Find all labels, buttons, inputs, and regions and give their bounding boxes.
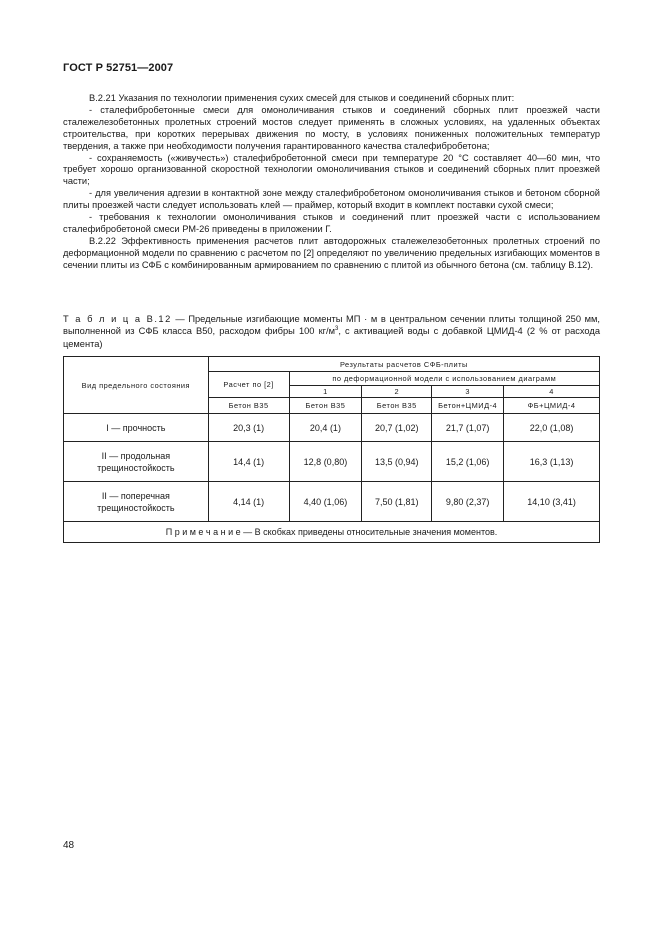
list-item-workability: - сохраняемость («живучесть») сталефибробетонной смеси при температуре 20 °С составляет 40—60 мин, что требует хорошо организованной скоростной технологии омоноличивания стыков и соединений сборных плит проезжей части; (63, 152, 600, 187)
page-number: 48 (63, 840, 75, 851)
table-cell: 21,7 (1,07) (432, 414, 504, 442)
concrete-type: Бетон В35 (208, 398, 289, 414)
row-state: II — поперечная трещиностойкость (64, 482, 209, 522)
paragraph-b2-21: В.2.21 Указания по технологии применения сухих смесей для стыков и соединений сборных плит: (89, 93, 515, 103)
table-cell: 13,5 (0,94) (362, 442, 432, 482)
table-caption-sup: 3 (335, 326, 339, 333)
paragraph-b2-22: В.2.22 Эффективность применения расчетов плит автодорожных сталежелезобетонных пролетных строений по деформационной модели по сравнению с расчетом по [2] определяют по увеличению предельных изгибающих моментов в сечении плиты из СФБ с комбинированным армированием по сравнению с плитой из обычного бетона (см. таблицу В.12). (63, 235, 600, 270)
table-caption-text-end: , с активацией воды с добавкой ЦМИД-4 (2 % от расхода цемента) (63, 326, 600, 349)
diagram-num: 3 (432, 386, 504, 398)
row-state: I — прочность (64, 414, 209, 442)
concrete-type: Бетон В35 (289, 398, 362, 414)
table-cell: 14,10 (3,41) (504, 482, 600, 522)
table-cell: 20,4 (1) (289, 414, 362, 442)
table-row (64, 442, 600, 482)
diagram-num: 2 (362, 386, 432, 398)
table-caption (63, 313, 600, 350)
table-cell: 22,0 (1,08) (504, 414, 600, 442)
results-table (63, 356, 600, 543)
table-header-row (64, 357, 600, 372)
table-cell: 4,40 (1,06) (289, 482, 362, 522)
table-cell: 20,3 (1) (208, 414, 289, 442)
table-row (64, 482, 600, 522)
diagram-num: 1 (289, 386, 362, 398)
results-header: Результаты расчетов СФБ-плиты (208, 357, 599, 372)
document-code: ГОСТ Р 52751—2007 (63, 62, 174, 74)
concrete-type: ФБ+ЦМИД-4 (504, 398, 600, 414)
col-header-state: Вид предельного состояния (64, 357, 209, 414)
table-cell: 4,14 (1) (208, 482, 289, 522)
list-item-sfb-mixes: - сталефибробетонные смеси для омоноличивания стыков и соединений сборных плит проезжей части сталежелезобетонных пролетных строений мостов следует применять в сложных условиях, на удаленных объектах строительства, при коротких перерывах движения по мосту, в условиях пониженных положительных температур твердения, а также при необходимости получения гарантированного качества сталефибробетона; (63, 104, 600, 151)
concrete-type: Бетон В35 (362, 398, 432, 414)
note-label: П р и м е ч а н и е (165, 527, 241, 537)
diagram-num: 4 (504, 386, 600, 398)
note-text: — В скобках приведены относительные значения моментов. (240, 527, 498, 537)
table-cell: 16,3 (1,13) (504, 442, 600, 482)
table-note-row (64, 522, 600, 543)
table-caption-text: — Предельные изгибающие моменты МП · м в центральном сечении плиты толщиной 250 мм, выполненной из СФБ класса В50, расходом фибры 100 кг/м (63, 314, 600, 337)
body-text (63, 93, 600, 272)
table-cell: 15,2 (1,06) (432, 442, 504, 482)
calc-header: Расчет по [2] (208, 372, 289, 398)
list-item-requirements: - требования к технологии омоноличивания стыков и соединений плит проезжей части с использованием сталефибробетоной смеси РМ-26 приведены в приложении Г. (63, 212, 600, 234)
table-caption-label: Т а б л и ц а В.12 (63, 314, 172, 324)
concrete-type: Бетон+ЦМИД-4 (432, 398, 504, 414)
table-cell: 9,80 (2,37) (432, 482, 504, 522)
table-row (64, 414, 600, 442)
row-state: II — продольная трещиностойкость (64, 442, 209, 482)
table-cell: 12,8 (0,80) (289, 442, 362, 482)
table-cell: 20,7 (1,02) (362, 414, 432, 442)
table-cell: 14,4 (1) (208, 442, 289, 482)
list-item-adhesion: - для увеличения адгезии в контактной зоне между сталефибробетоном омоноличивания стыков и бетоном сборной плиты проезжей части следует использовать клей — праймер, который входит в комплект поставки сухой смеси; (63, 188, 600, 211)
deform-header: по деформационной модели с использованием диаграмм (289, 372, 599, 386)
table-cell: 7,50 (1,81) (362, 482, 432, 522)
table-note (64, 522, 600, 543)
